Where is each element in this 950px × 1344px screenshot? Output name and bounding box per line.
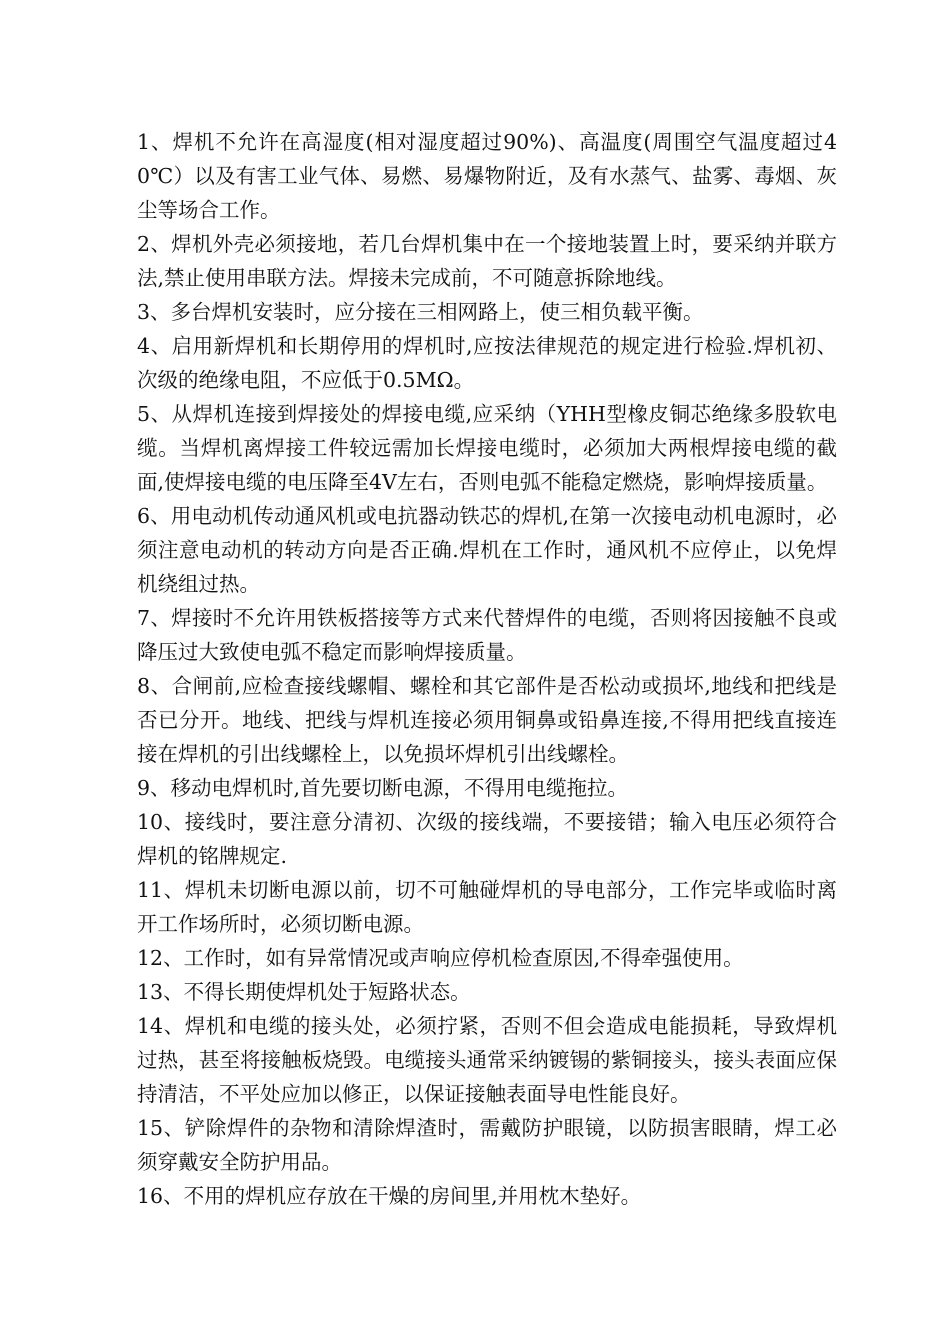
list-item: 9、移动电焊机时,首先要切断电源，不得用电缆拖拉。 [137, 776, 629, 800]
list-item: 3、多台焊机安装时，应分接在三相网路上，使三相负载平衡。 [137, 300, 704, 324]
list-item: 12、工作时，如有异常情况或声响应停机检查原因,不得牵强使用。 [137, 946, 744, 970]
list-item: 15、铲除焊件的杂物和清除焊渣时，需戴防护眼镜，以防损害眼睛，焊工必须穿戴安全防护用品。 [137, 1116, 837, 1174]
list-item: 2、焊机外壳必须接地，若几台焊机集中在一个接地装置上时，要采纳并联方法,禁止使用串联方法。焊接未完成前，不可随意拆除地线。 [137, 232, 837, 290]
list-item: 16、不用的焊机应存放在干燥的房间里,并用枕木垫好。 [137, 1184, 642, 1208]
list-item: 4、启用新焊机和长期停用的焊机时,应按法律规范的规定进行检验.焊机初、次级的绝缘电阻，不应低于0.5MΩ。 [137, 334, 837, 392]
list-item: 8、合闸前,应检查接线螺帽、螺栓和其它部件是否松动或损坏,地线和把线是否已分开。地线、把线与焊机连接必须用铜鼻或铅鼻连接,不得用把线直接连接在焊机的引出线螺栓上，以免损坏焊机引出线螺栓。 [137, 674, 837, 766]
document-body [137, 125, 837, 1213]
list-item: 10、接线时，要注意分清初、次级的接线端，不要接错；输入电压必须符合焊机的铭牌规定. [137, 810, 837, 868]
list-item: 6、用电动机传动通风机或电抗器动铁芯的焊机,在第一次接电动机电源时，必须注意电动机的转动方向是否正确.焊机在工作时，通风机不应停止，以免焊机绕组过热。 [137, 504, 837, 596]
list-item: 7、焊接时不允许用铁板搭接等方式来代替焊件的电缆，否则将因接触不良或降压过大致使电弧不稳定而影响焊接质量。 [137, 606, 837, 664]
list-item: 1、焊机不允许在高湿度(相对湿度超过90%)、高温度(周围空气温度超过40℃）以及有害工业气体、易燃、易爆物附近，及有水蒸气、盐雾、毒烟、灰尘等场合工作。 [137, 130, 837, 222]
list-item: 5、从焊机连接到焊接处的焊接电缆,应采纳（YHH型橡皮铜芯绝缘多股软电缆。当焊机离焊接工件较远需加长焊接电缆时，必须加大两根焊接电缆的截面,使焊接电缆的电压降至4V左右，否则电弧不能稳定燃烧，影响焊接质量。 [137, 402, 837, 494]
list-item: 13、不得长期使焊机处于短路状态。 [137, 980, 471, 1004]
list-item: 11、焊机未切断电源以前，切不可触碰焊机的导电部分，工作完毕或临时离开工作场所时，必须切断电源。 [137, 878, 837, 936]
list-item: 14、焊机和电缆的接头处，必须拧紧，否则不但会造成电能损耗，导致焊机过热，甚至将接触板烧毁。电缆接头通常采纳镀锡的紫铜接头，接头表面应保持清洁，不平处应加以修正，以保证接触表面导电性能良好。 [137, 1014, 837, 1106]
